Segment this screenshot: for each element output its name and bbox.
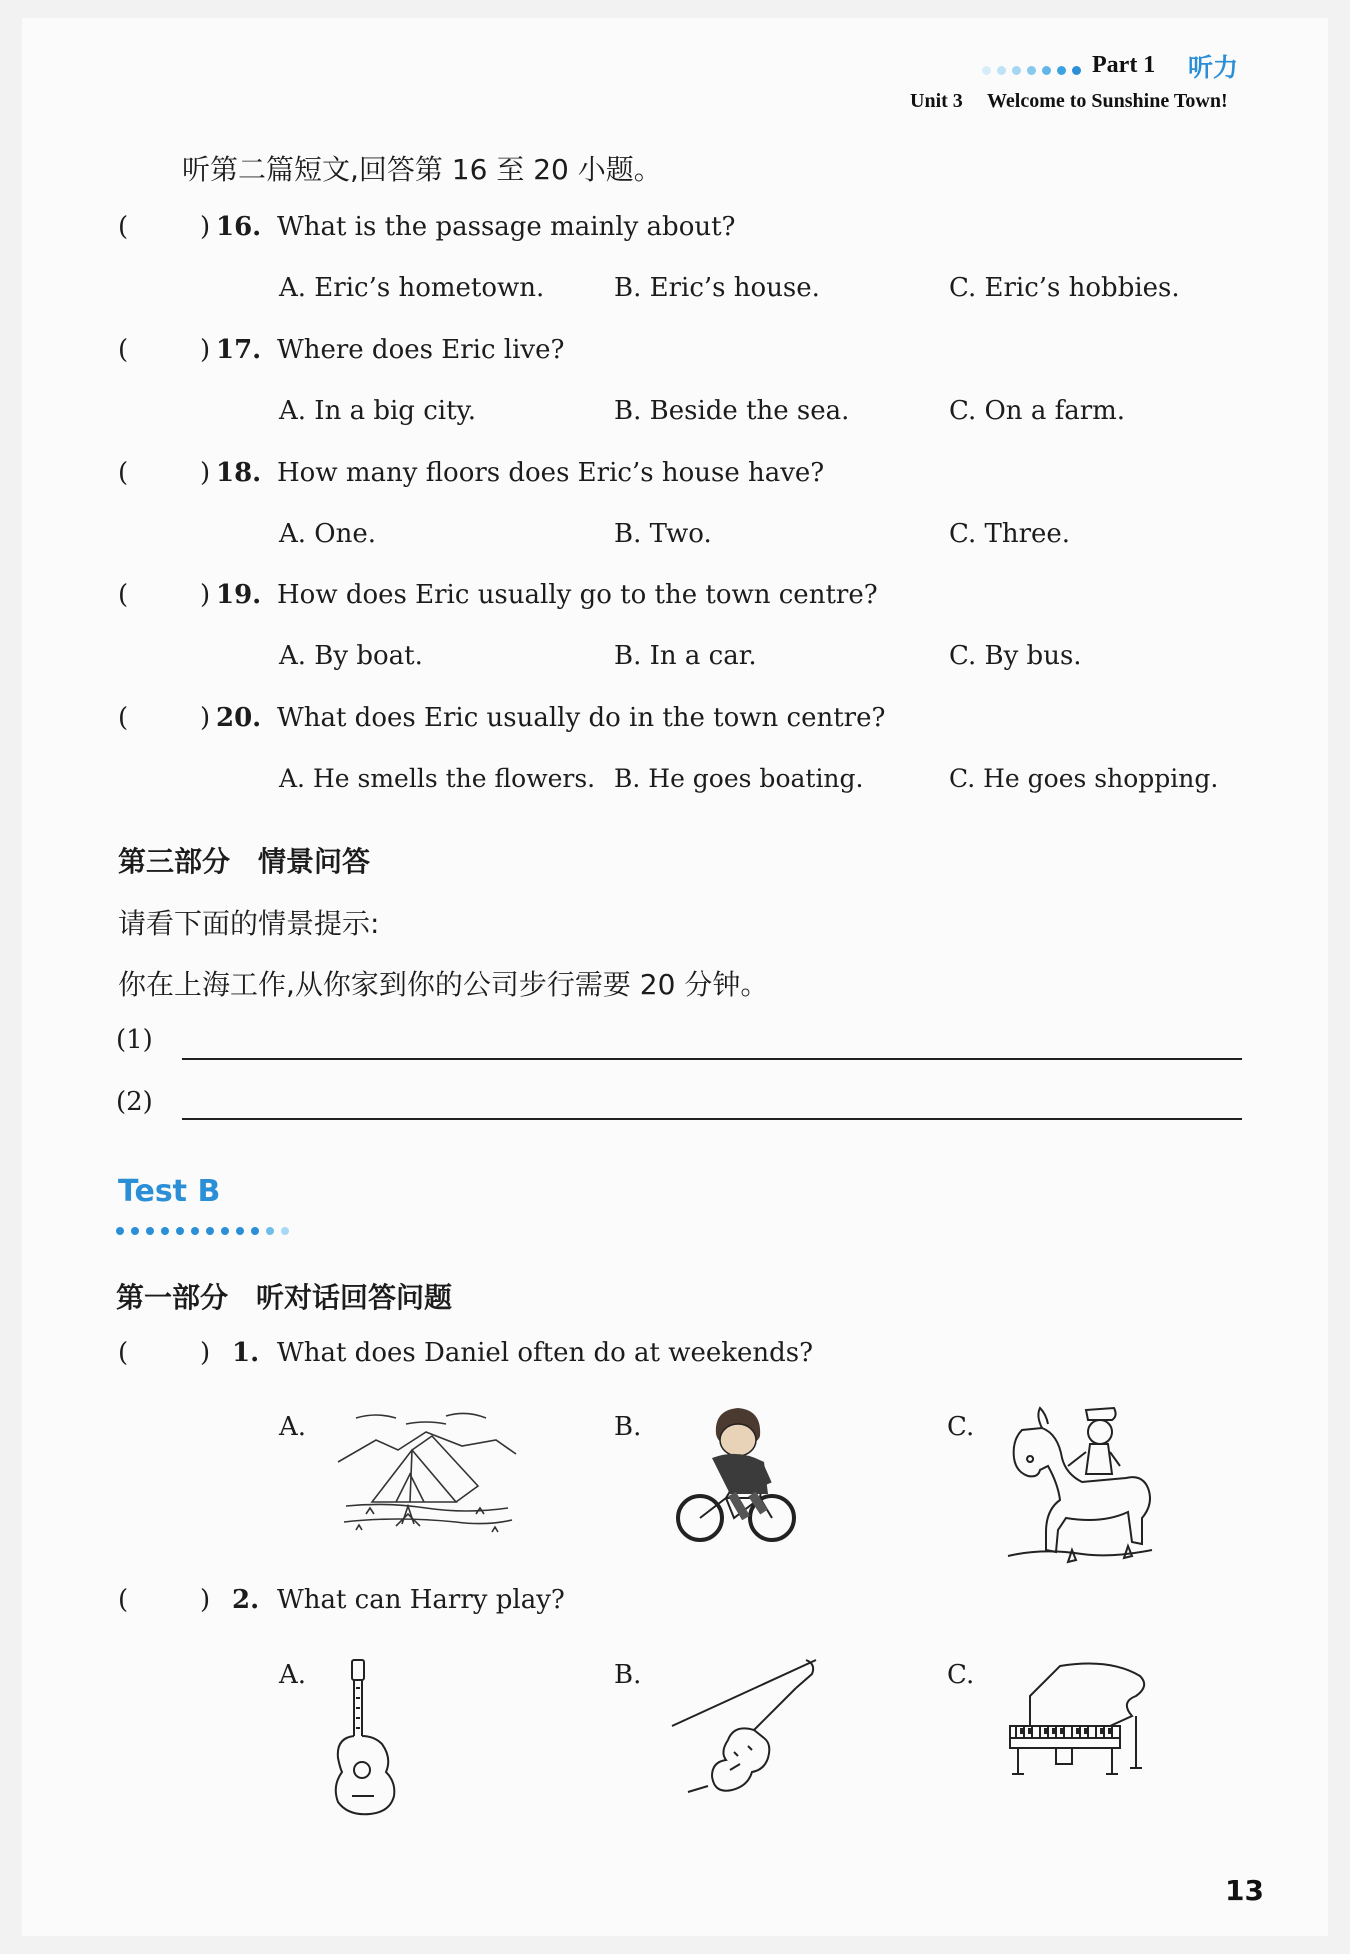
option-a[interactable]: A. In a big city. [279,396,477,426]
boy-riding-pony-icon[interactable] [1002,1400,1158,1570]
bracket-open: ( [118,1338,129,1368]
bracket-close: ) [200,458,211,488]
option-c[interactable]: C. By bus. [949,641,1082,671]
option-a[interactable]: A. By boat. [279,641,423,671]
header-unit-label: Unit 3 [910,90,963,112]
option-label-c[interactable]: C. [947,1412,975,1442]
tent-campfire-icon[interactable] [336,1410,518,1540]
option-b[interactable]: B. Eric’s house. [614,273,820,303]
question-text: What does Eric usually do in the town centre? [277,703,886,733]
boy-riding-bike-icon[interactable] [668,1400,802,1548]
header-part: Part 1 [1092,52,1156,78]
option-a[interactable]: A. He smells the flowers. [279,764,596,793]
header-unit-title: Welcome to Sunshine Town! [987,90,1228,112]
option-b[interactable]: B. He goes boating. [614,764,864,793]
bracket-open: ( [118,703,129,733]
bracket-close: ) [200,1338,211,1368]
test-b-part1-heading: 第一部分 听对话回答问题 [116,1281,453,1314]
question-text: What does Daniel often do at weekends? [277,1338,814,1368]
part3-scenario: 你在上海工作,从你家到你的公司步行需要 20 分钟。 [118,968,769,1001]
question-text: How does Eric usually go to the town centre? [277,580,878,610]
question-text: What can Harry play? [277,1585,565,1615]
option-label-a[interactable]: A. [279,1412,307,1442]
bracket-close: ) [200,703,211,733]
bracket-close: ) [200,212,211,242]
bracket-open: ( [118,458,129,488]
question-number: 2. [232,1585,260,1615]
answer-blank-1[interactable] [182,1058,1242,1060]
option-b[interactable]: B. Two. [614,519,712,549]
option-b[interactable]: B. Beside the sea. [614,396,850,426]
test-b-title: Test B [118,1174,221,1209]
question-number: 18. [216,458,262,488]
bracket-close: ) [200,580,211,610]
bracket-open: ( [118,212,129,242]
guitar-icon[interactable] [330,1658,410,1818]
option-c[interactable]: C. He goes shopping. [949,764,1219,793]
question-number: 1. [232,1338,260,1368]
option-label-b[interactable]: B. [614,1660,642,1690]
option-a[interactable]: A. Eric’s hometown. [279,273,545,303]
option-label-a[interactable]: A. [279,1660,307,1690]
option-label-c[interactable]: C. [947,1660,975,1690]
option-b[interactable]: B. In a car. [614,641,757,671]
blank-label-1: (1) [116,1025,153,1055]
question-text: What is the passage mainly about? [277,212,736,242]
bracket-close: ) [200,1585,211,1615]
bracket-close: ) [200,335,211,365]
option-a[interactable]: A. One. [279,519,377,549]
piano-icon[interactable] [1000,1656,1154,1786]
header-title: 听力 [1188,53,1239,82]
question-number: 20. [216,703,262,733]
question-text: How many floors does Eric’s house have? [277,458,825,488]
header-dots [982,60,1087,79]
bracket-open: ( [118,335,129,365]
option-c[interactable]: C. Eric’s hobbies. [949,273,1180,303]
bracket-open: ( [118,1585,129,1615]
blank-label-2: (2) [116,1087,153,1117]
test-b-underline-dots [116,1220,296,1239]
bracket-open: ( [118,580,129,610]
option-label-b[interactable]: B. [614,1412,642,1442]
page-number: 13 [1225,1874,1264,1907]
answer-blank-2[interactable] [182,1118,1242,1120]
passage2-intro: 听第二篇短文,回答第 16 至 20 小题。 [182,153,662,186]
part3-heading: 第三部分 情景问答 [118,845,371,878]
part3-prompt-label: 请看下面的情景提示: [118,907,380,940]
question-number: 16. [216,212,262,242]
option-c[interactable]: C. On a farm. [949,396,1126,426]
violin-icon[interactable] [668,1656,820,1796]
question-text: Where does Eric live? [277,335,565,365]
question-number: 19. [216,580,262,610]
question-number: 17. [216,335,262,365]
option-c[interactable]: C. Three. [949,519,1071,549]
